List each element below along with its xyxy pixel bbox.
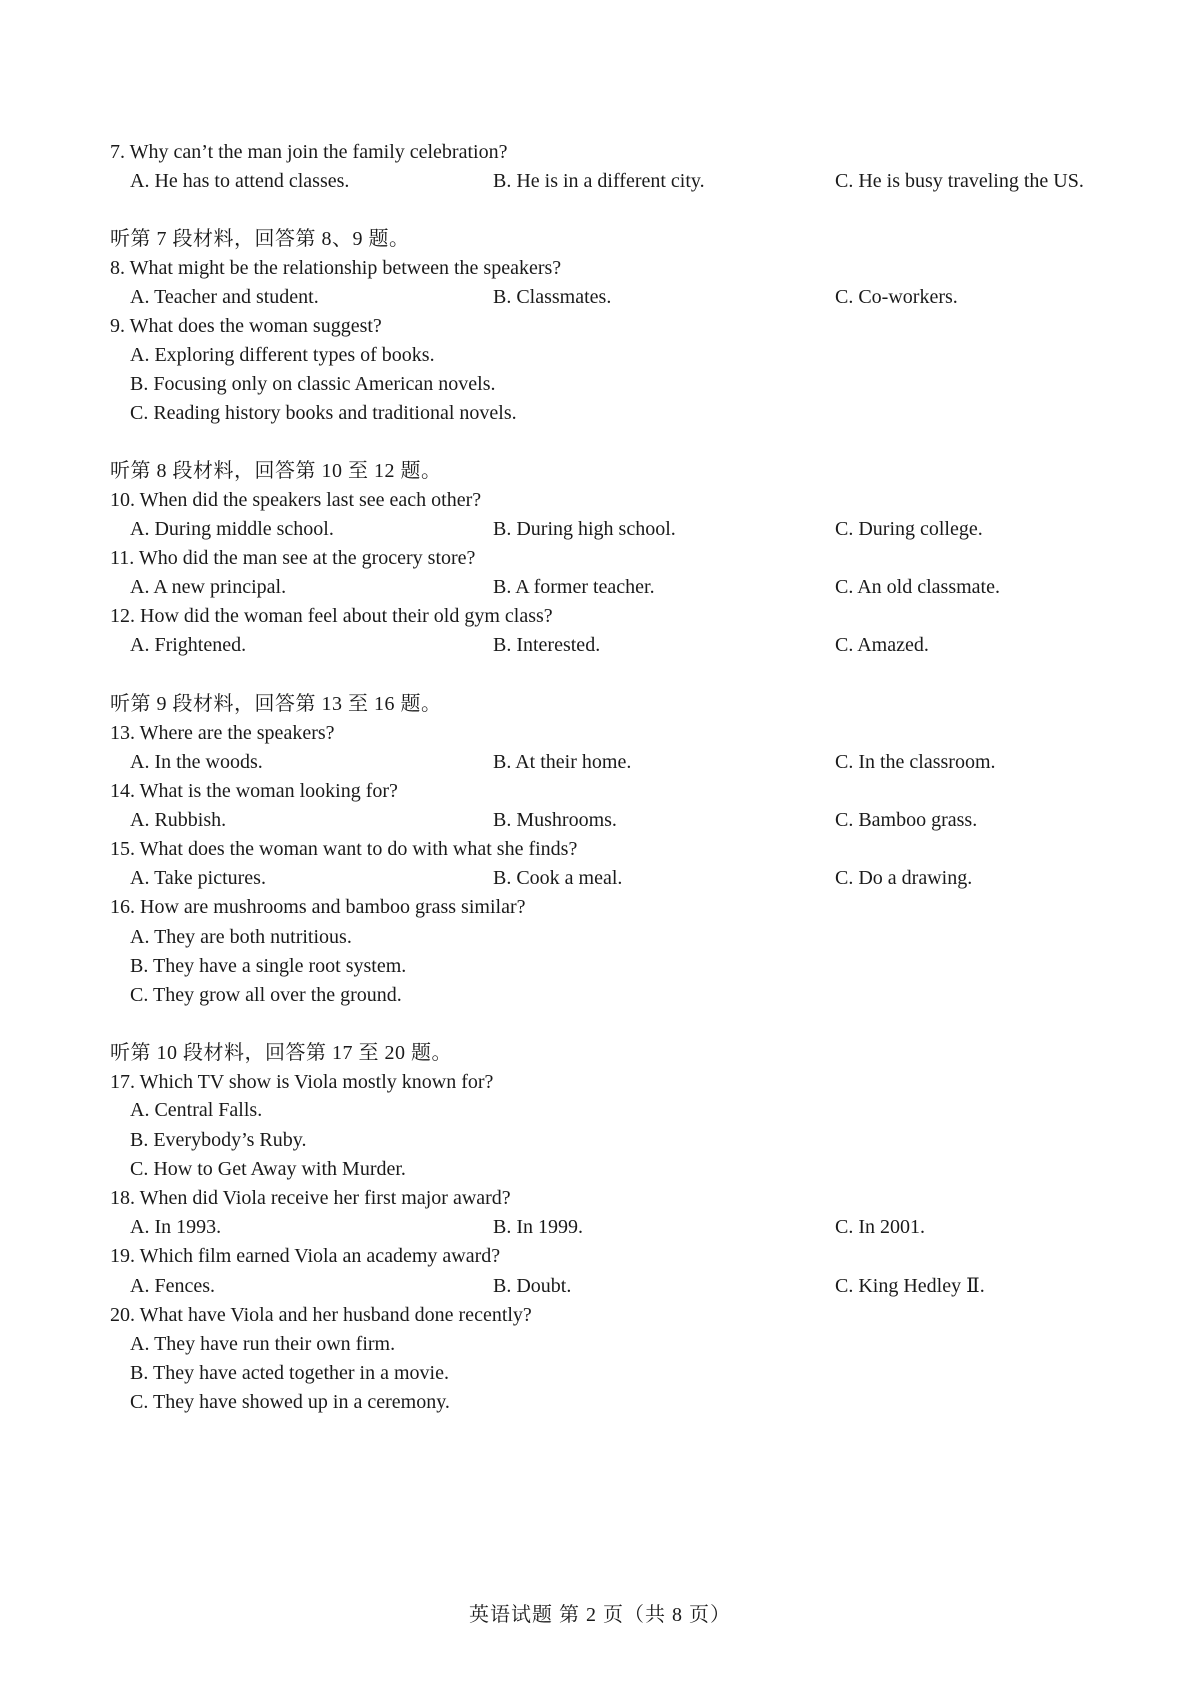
option-b: B. During high school.	[493, 518, 676, 540]
option-a: A. Take pictures.	[130, 867, 266, 889]
question-text: 13. Where are the speakers?	[110, 722, 335, 744]
option-c: C. During college.	[835, 518, 983, 540]
question-text: 20. What have Viola and her husband done recently?	[110, 1304, 532, 1326]
option-b: B. At their home.	[493, 751, 632, 773]
option-b: B. Cook a meal.	[493, 867, 623, 889]
page-footer: 英语试题 第 2 页（共 8 页）	[469, 1604, 731, 1626]
option-c: C. They grow all over the ground.	[130, 984, 402, 1006]
option-c: C. An old classmate.	[835, 576, 1000, 598]
question-text: 7. Why can’t the man join the family celebration?	[110, 141, 508, 163]
option-c: C. How to Get Away with Murder.	[130, 1158, 406, 1180]
question-stem	[110, 775, 398, 807]
option-b: B. Everybody’s Ruby.	[130, 1129, 307, 1151]
option-b: B. Classmates.	[493, 286, 612, 308]
option-b: B. A former teacher.	[493, 576, 655, 598]
question-text: 15. What does the woman want to do with what she finds?	[110, 838, 578, 860]
option-a: A. Teacher and student.	[130, 286, 319, 308]
option-c: C. Reading history books and traditional novels.	[130, 402, 517, 424]
option-b: B. He is in a different city.	[493, 170, 705, 192]
option-b: B. In 1999.	[493, 1216, 583, 1238]
option-b: B. They have acted together in a movie.	[130, 1362, 449, 1384]
question-text: 16. How are mushrooms and bamboo grass similar?	[110, 896, 526, 918]
option-b: B. Interested.	[493, 634, 601, 656]
option-c: C. Do a drawing.	[835, 867, 973, 889]
option-a: A. He has to attend classes.	[130, 170, 350, 192]
section-heading: 听第 9 段材料，回答第 13 至 16 题。	[110, 693, 442, 715]
option-a: A. Frightened.	[130, 634, 247, 656]
section-heading: 听第 8 段材料，回答第 10 至 12 题。	[110, 460, 442, 482]
question-stem	[110, 833, 577, 865]
section-heading: 听第 7 段材料，回答第 8、9 题。	[110, 228, 410, 250]
option-c: C. Amazed.	[835, 634, 929, 656]
option-b: B. Mushrooms.	[493, 809, 617, 831]
question-text: 17. Which TV show is Viola mostly known for?	[110, 1071, 494, 1093]
option-b: B. Focusing only on classic American novels.	[130, 373, 496, 395]
question-text: 11. Who did the man see at the grocery store?	[110, 547, 476, 569]
question-text: 12. How did the woman feel about their old gym class?	[110, 605, 553, 627]
question-text: 19. Which film earned Viola an academy award?	[110, 1245, 501, 1267]
question-stem	[110, 891, 525, 923]
question-stem	[110, 1182, 511, 1214]
question-text: 10. When did the speakers last see each other?	[110, 489, 482, 511]
question-text: 8. What might be the relationship between the speakers?	[110, 257, 562, 279]
option-a: A. In 1993.	[130, 1216, 222, 1238]
question-stem	[110, 484, 481, 516]
option-a: A. During middle school.	[130, 518, 334, 540]
option-a: A. A new principal.	[130, 576, 287, 598]
question-stem	[110, 717, 335, 749]
option-a: A. They are both nutritious.	[130, 926, 352, 948]
option-c: C. Co-workers.	[835, 286, 958, 308]
option-c: C. In 2001.	[835, 1216, 925, 1238]
option-a: A. They have run their own firm.	[130, 1333, 396, 1355]
question-text: 9. What does the woman suggest?	[110, 315, 382, 337]
option-a: A. Rubbish.	[130, 809, 227, 831]
option-a: A. Exploring different types of books.	[130, 344, 435, 366]
option-b: B. They have a single root system.	[130, 955, 407, 977]
option-c: C. He is busy traveling the US.	[835, 170, 1084, 192]
question-text: 18. When did Viola receive her first major award?	[110, 1187, 511, 1209]
option-b: B. Doubt.	[493, 1275, 572, 1297]
option-c: C. Bamboo grass.	[835, 809, 978, 831]
question-stem	[110, 542, 475, 574]
option-c: C. In the classroom.	[835, 751, 996, 773]
question-stem	[110, 1299, 532, 1331]
question-stem	[110, 600, 553, 632]
question-stem	[110, 310, 382, 342]
option-c: C. They have showed up in a ceremony.	[130, 1391, 450, 1413]
question-stem	[110, 1240, 500, 1272]
option-a: A. In the woods.	[130, 751, 263, 773]
option-a: A. Fences.	[130, 1275, 215, 1297]
question-stem	[110, 252, 561, 284]
section-heading: 听第 10 段材料，回答第 17 至 20 题。	[110, 1042, 452, 1064]
option-c: C. King Hedley Ⅱ.	[835, 1275, 985, 1297]
option-a: A. Central Falls.	[130, 1099, 263, 1121]
question-stem	[110, 136, 507, 168]
question-text: 14. What is the woman looking for?	[110, 780, 398, 802]
